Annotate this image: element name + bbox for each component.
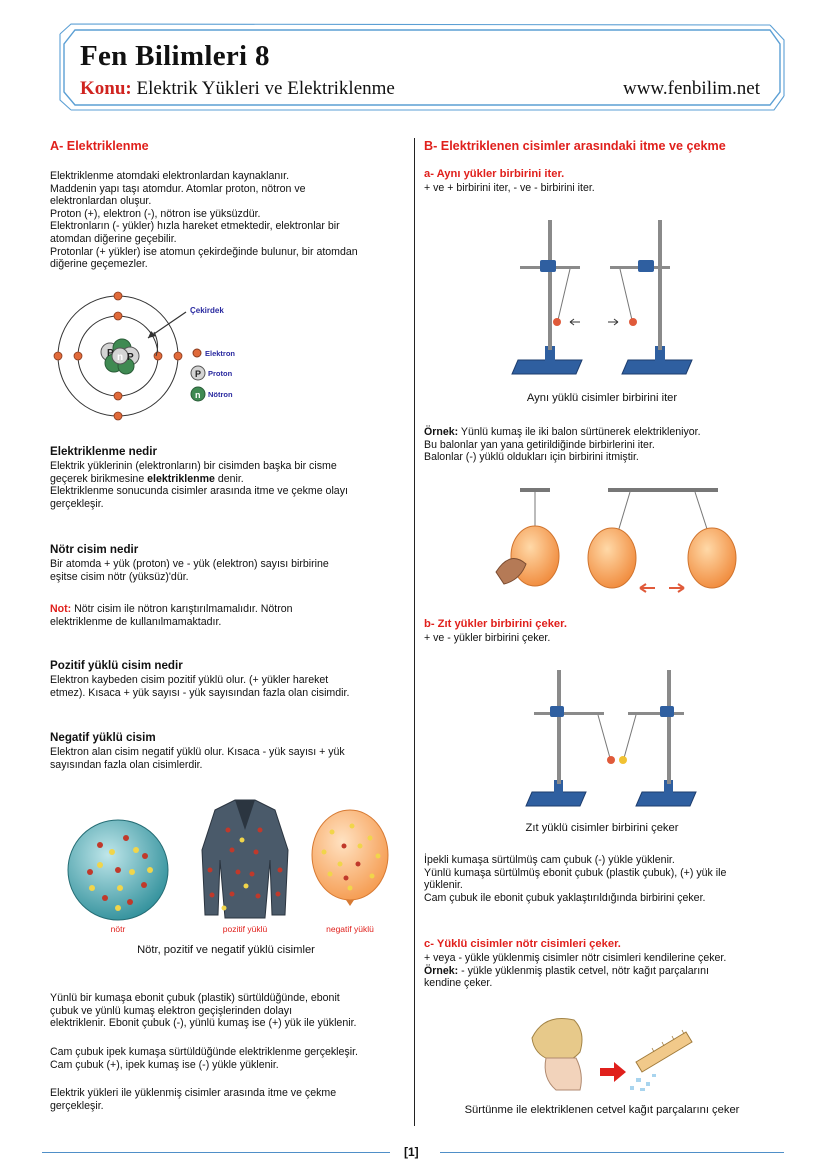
footer-line-left <box>42 1152 390 1153</box>
ebonit-line: elektriklenir. Ebonit çubuk (-), yünlü kumaş ise (+) yük ile yüklenir. <box>50 1017 357 1030</box>
q1-line: Elektriklenme sonucunda cisimler arasında itme ve çekme olayı <box>50 485 348 498</box>
label-neutral: nötr <box>110 924 126 934</box>
c-line: + veya - yükle yüklenmiş cisimler nötr cisimleri kendilerine çeker. <box>424 952 727 964</box>
legend-neutron-symbol: n <box>195 390 201 400</box>
intro-line: elektronlardan oluşur. <box>50 195 152 208</box>
electron <box>114 312 122 320</box>
q4-line: Elektron alan cisim negatif yüklü olur. Kısaca - yük sayısı + yük <box>50 746 345 758</box>
balloon-illustration <box>490 480 750 595</box>
q2-line: eşitse cisim nötr (yüksüz)'dür. <box>50 570 189 583</box>
balloon <box>588 528 636 588</box>
arrow-right <box>669 584 684 592</box>
balloon <box>688 528 736 588</box>
q1-line: Elektrik yüklerinin (elektronların) bir cisimden başka bir cisme <box>50 460 337 472</box>
subsection-c-title: c- Yüklü cisimler nötr cisimleri çeker. <box>424 938 621 950</box>
c-example-label: Örnek: <box>424 964 459 977</box>
legend-proton-label: Proton <box>208 369 233 378</box>
legend-proton-symbol: P <box>195 369 202 379</box>
arrow-icon <box>600 1062 626 1082</box>
wool-cloth <box>532 1018 582 1061</box>
stand-left <box>512 220 582 374</box>
q4-line: sayısından fazla olan cisimlerdir. <box>50 758 203 771</box>
q1-line2-post: denir. <box>214 472 244 485</box>
page-number: [1] <box>404 1145 419 1159</box>
q2-paragraph <box>50 558 329 583</box>
ruler <box>636 1032 692 1072</box>
arrow-right <box>608 319 618 325</box>
label-negative: negatif yüklü <box>326 924 374 934</box>
paper-pieces <box>630 1074 656 1091</box>
arrow-left <box>570 319 580 325</box>
c-example-line1: - yükle yüklenmiş plastik cetvel, nötr kağıt parçalarını <box>458 964 709 977</box>
ebonit-line: çubuk ve yünlü kumaş elektron geçişlerinden dolayı <box>50 1004 293 1017</box>
intro-line: diğerine geçemezler. <box>50 258 148 271</box>
subsection-b-line: + ve - yükler birbirini çeker. <box>424 632 551 644</box>
nucleus-p-symbol: P <box>127 352 134 363</box>
site-url: www.fenbilim.net <box>622 78 760 99</box>
q1-line: gerçekleşir. <box>50 497 104 510</box>
nucleus-label: Çekirdek <box>190 306 224 315</box>
ipek-line: Cam çubuk ile ebonit çubuk yaklaştırıldığında birbirini çeker. <box>424 891 706 904</box>
legend-electron-icon <box>193 349 201 357</box>
intro-line: atomdan diğerine geçebilir. <box>50 232 177 245</box>
q3-line: Elektron kaybeden cisim pozitif yüklü olur. (+ yükler hareket <box>50 674 329 686</box>
example-line3: Balonlar (-) yüklü oldukları için birbirini itmiştir. <box>424 451 639 464</box>
topic-text: Elektrik Yükleri ve Elektriklenme <box>136 78 395 99</box>
bar-right <box>608 488 718 492</box>
right-column <box>424 0 780 1171</box>
note-label: Not: <box>50 603 72 615</box>
attraction-apparatus <box>524 668 704 813</box>
heading-elektriklenme-nedir: Elektriklenme nedir <box>50 445 157 458</box>
repulsion-apparatus <box>510 218 710 383</box>
negative-balloon <box>312 810 388 906</box>
subsection-b-title: b- Zıt yükler birbirini çeker. <box>424 618 567 630</box>
heading-negatif-yuklu: Negatif yüklü cisim <box>50 731 156 744</box>
example-line2: Bu balonlar yan yana getirildiğinde birbirlerini iter. <box>424 438 655 451</box>
stand-right <box>610 220 692 374</box>
atom-diagram <box>50 290 310 425</box>
electron <box>54 352 62 360</box>
example-paragraph <box>424 426 701 464</box>
q3-paragraph <box>50 674 349 699</box>
cam-line: Cam çubuk ipek kumaşa sürtüldüğünde elektriklenme gerçekleşir. <box>50 1046 358 1058</box>
electron <box>74 352 82 360</box>
charged-objects-illustration <box>60 790 400 940</box>
q1-paragraph <box>50 460 348 510</box>
column-divider <box>414 138 415 1126</box>
q4-paragraph <box>50 746 345 771</box>
c-example-line2: kendine çeker. <box>424 977 493 990</box>
q1-line2-pre: geçerek birikmesine <box>50 472 148 485</box>
topic-label: Konu: <box>80 78 132 99</box>
heading-notr-cisim: Nötr cisim nedir <box>50 543 139 556</box>
q1-line2-bold: elektriklenme <box>147 472 215 485</box>
footer-line-right <box>440 1152 784 1153</box>
page-title: Fen Bilimleri 8 <box>80 40 270 72</box>
q3-line: etmez). Kısaca + yük sayısı - yük sayısından fazla olan cisimdir. <box>50 686 350 699</box>
electron <box>114 292 122 300</box>
stand-left <box>526 670 615 806</box>
intro-line: Proton (+), elektron (-), nötron ise yüksüzdür. <box>50 207 261 220</box>
subsection-a-line: + ve + birbirini iter, - ve - birbirini iter. <box>424 182 595 194</box>
example-label: Örnek: <box>424 426 459 438</box>
subsection-c-paragraph <box>424 952 726 990</box>
section-a-title: A- Elektriklenme <box>50 139 149 153</box>
ruler-caption: Sürtünme ile elektriklenen cetvel kağıt parçalarını çeker <box>464 1104 740 1116</box>
repulsion-caption: Aynı yüklü cisimler birbirini iter <box>526 392 678 404</box>
intro-paragraph <box>50 170 358 271</box>
ruler-paper-illustration <box>524 1008 694 1098</box>
legend-neutron-label: Nötron <box>208 390 233 399</box>
objects-caption: Nötr, pozitif ve negatif yüklü cisimler <box>137 944 315 956</box>
heading-pozitif-yuklu: Pozitif yüklü cisim nedir <box>50 659 183 672</box>
coat <box>202 800 288 918</box>
electron <box>154 352 162 360</box>
neutral-sphere <box>68 820 168 920</box>
bar-left <box>520 488 550 492</box>
subsection-a-title: a- Aynı yükler birbirini iter. <box>424 168 565 180</box>
ebonit-paragraph <box>50 992 356 1030</box>
section-b-title: B- Elektriklenen cisimler arasındaki itme ve çekme <box>424 139 726 153</box>
electron <box>114 392 122 400</box>
label-positive: pozitif yüklü <box>222 924 268 934</box>
left-column <box>50 0 402 1171</box>
intro-line: Maddenin yapı taşı atomdur. Atomlar proton, nötron ve <box>50 182 306 195</box>
cam-line: Cam çubuk (+), ipek kumaş ise (-) yükle yüklenir. <box>50 1058 279 1071</box>
example-line1: Yünlü kumaş ile iki balon sürtünerek elektrikleniyor. <box>458 426 701 438</box>
q2-line: Bir atomda + yük (proton) ve - yük (elektron) sayısı birbirine <box>50 558 329 570</box>
electron <box>114 412 122 420</box>
final-line: Elektrik yükleri ile yüklenmiş cisimler arasında itme ve çekme <box>50 1087 337 1099</box>
intro-line: Protonlar (+ yükler) ise atomun çekirdeğinde bulunur, bir atomdan <box>50 245 358 258</box>
attraction-caption: Zıt yüklü cisimler birbirini çeker <box>525 822 679 834</box>
cam-paragraph <box>50 1046 358 1071</box>
ebonit-line: Yünlü bir kumaşa ebonit çubuk (plastik) sürtüldüğünde, ebonit <box>50 992 340 1004</box>
ipek-paragraph <box>424 854 726 904</box>
legend-electron-label: Elektron <box>205 349 236 358</box>
final-paragraph <box>50 1087 336 1112</box>
q1-line <box>50 473 348 486</box>
note-line1: Nötr cisim ile nötron karıştırılmamalıdır. Nötron <box>71 603 293 615</box>
intro-line: Elektriklenme atomdaki elektronlardan kaynaklanır. <box>50 170 290 182</box>
ipek-line: Yünlü kumaşa sürtülmüş ebonit çubuk (plastik çubuk), (+) yük ile <box>424 866 727 879</box>
note-line2: elektriklenme de kullanılmamaktadır. <box>50 615 222 628</box>
ipek-line: yüklenir. <box>424 879 463 892</box>
stand-right <box>619 670 696 806</box>
electron <box>174 352 182 360</box>
final-line: gerçekleşir. <box>50 1099 104 1112</box>
nucleus-n-symbol: n <box>117 352 124 363</box>
ipek-line: İpekli kumaşa sürtülmüş cam çubuk (-) yükle yüklenir. <box>424 854 675 866</box>
arrow-left <box>640 584 655 592</box>
nucleus <box>101 339 139 374</box>
intro-line: Elektronların (- yükler) hızla hareket etmektedir, elektronlar bir <box>50 220 340 233</box>
note-paragraph <box>50 603 293 628</box>
nucleus-p-symbol: P <box>107 348 114 359</box>
hand <box>545 1058 581 1090</box>
